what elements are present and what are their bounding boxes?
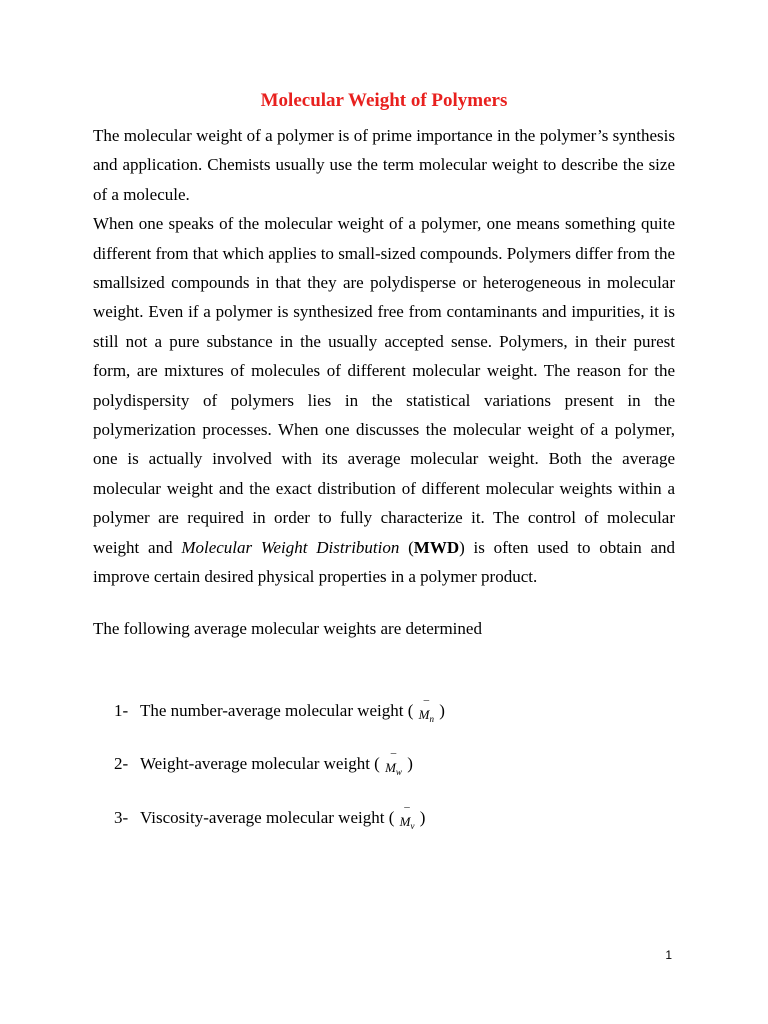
document-title: Molecular Weight of Polymers (260, 90, 508, 111)
paragraph-polydispersity-tail: ) is often used to obtain and improve certain desired physical properties in a polymer product. (93, 537, 675, 587)
document-page (93, 88, 675, 831)
symbol-letter: M (418, 707, 430, 722)
overbar: – (390, 747, 397, 759)
symbol-mw (384, 747, 403, 783)
list-item (114, 801, 426, 834)
close-paren: ) (439, 701, 445, 720)
symbol-letter: M (399, 814, 411, 829)
list-item-number: 2- (114, 754, 129, 773)
list-intro: The following average molecular weights are determined (93, 618, 482, 638)
close-paren: ) (419, 808, 426, 827)
list-item (114, 694, 445, 727)
symbol-subscript: n (429, 714, 435, 724)
close-paren: ) (407, 754, 413, 773)
overbar: – (404, 801, 410, 813)
paragraph-polydispersity (93, 209, 675, 591)
list-item-text: The number-average molecular weight ( (140, 701, 414, 720)
list-item-number: 3- (114, 808, 129, 827)
symbol-subscript: v (410, 821, 415, 831)
symbol-letter: M (385, 760, 396, 775)
list-item-text: Weight-average molecular weight ( (140, 754, 380, 773)
symbol-mv (399, 801, 416, 837)
open-paren: ( (399, 537, 414, 557)
list-item-number: 1- (114, 701, 129, 720)
symbol-mn (418, 694, 435, 730)
paragraph-intro: The molecular weight of a polymer is of prime importance in the polymer’s synthesis and application. Chemists usually use the term molecular weight to describe the size of a molecule. (93, 126, 675, 204)
overbar: – (423, 694, 430, 706)
paragraph-polydispersity-lead: When one speaks of the molecular weight of a polymer, one means something quite different from that which applies to small-sized compounds. Polymers differ from the smallsized compounds in that they are polydisperse or heterogeneous in molecular weight. Even if a polymer is synthesized free from contaminants and impurities, it is still not a pure substance in the usually accepted sense. Polymers, in their purest form, are mixtures of molecules of different molecular weight. The reason for the polydispersity of polymers lies in the statistical variations present in the polymerization processes. When one discusses the molecular weight of a polymer, one is actually involved with its average molecular weight. Both the average molecular weight and the exact distribution of different molecular weights within a polymer are required in order to fully characterize it. The control of molecular weight and (93, 214, 675, 557)
mwd-abbreviation: MWD (413, 537, 460, 557)
symbol-subscript: w (395, 767, 402, 777)
page-number: 1 (665, 948, 672, 962)
list-item-text: Viscosity-average molecular weight ( (140, 808, 395, 827)
mwd-italic-term: Molecular Weight Distribution (181, 537, 400, 557)
list-item (114, 747, 413, 780)
